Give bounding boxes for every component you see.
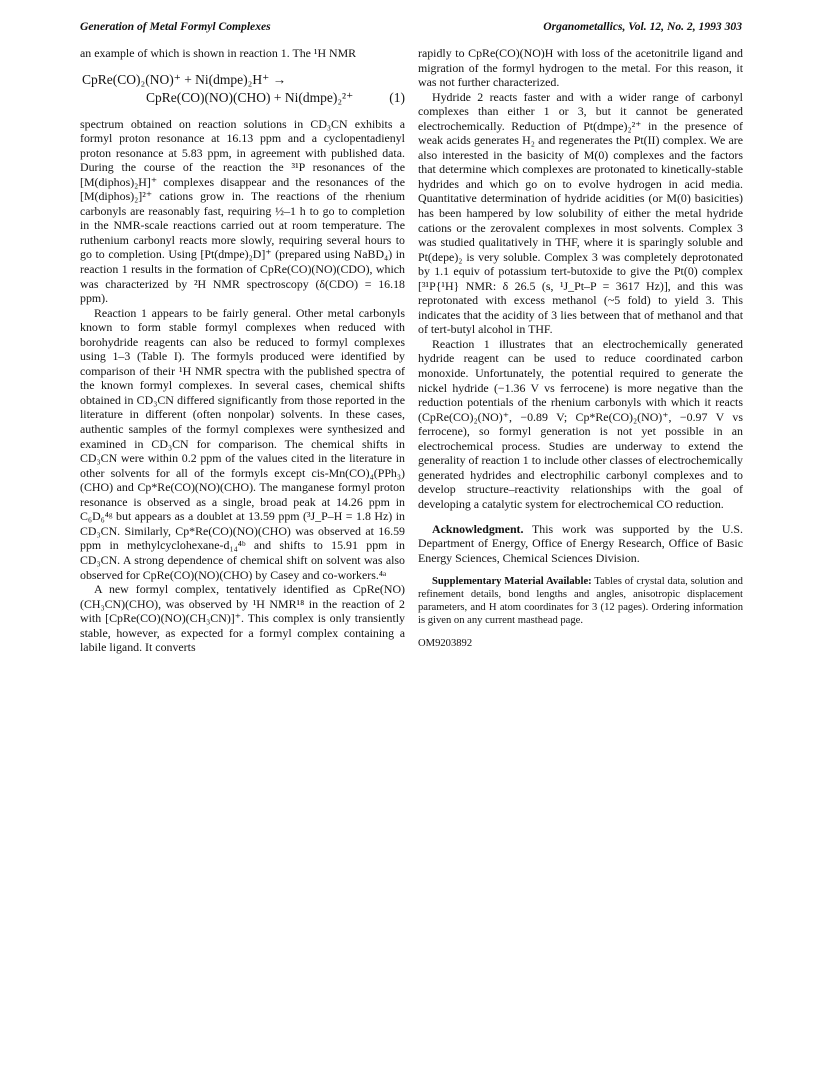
paragraph: Hydride 2 reacts faster and with a wider range of carbonyl complexes than either 1 or 3, but it cannot be generated electrochemically. Reduction of Pt(dmpe)₂²⁺ in the presence of weak acids generates H₂ and regenerates the Pt(II) complex. We are also interested in the basicity of M(0) complexes and the factors that determine which complexes are protonated to kinetically-stable hydrides and which go on to evolve hydrogen in acid media. Quantitative determination of hydride acidities (or M(0) basicities) has been hampered by low solubility of either the metal hydride cations or the zerovalent complexes in most solvents. Complex 3 was studied qualitatively in THF, where it is sparingly soluble and Pt(depe)₂ is very soluble. Complex 3 was completely deprotonated by 1.1 equiv of potassium tert-butoxide to give the Pt(0) complex [³¹P{¹H} NMR: δ 26.5 (s, ¹J_Pt–P = 3617 Hz)], and this was reprotonated with excess methanol (~5 fold) to yield 3. This indicates that the acidity of 3 lies between that of methanol and that of tert-butyl alcohol in THF. <box>418 89 743 337</box>
intro-line: an example of which is shown in reaction 1. The ¹H NMR <box>80 46 357 60</box>
running-head-title: Generation of Metal Formyl Complexes <box>80 20 271 33</box>
equation-line-2 <box>80 89 405 107</box>
equation-products: CpRe(CO)(NO)(CHO) + Ni(dmpe)₂²⁺ <box>146 89 354 105</box>
equation-number: (1) <box>389 89 405 105</box>
acknowledgment-text: This work was supported by the U.S. Department of Energy, Office of Energy Research, Office of Basic Energy Sciences, Chemical Sciences Division. <box>418 521 743 565</box>
left-column <box>80 46 405 655</box>
paragraph: Reaction 1 appears to be fairly general. Other metal carbonyls known to form stable formyl complexes when reduced with borohydride reagents can also be reduced to formyl complexes using 1–3 (Table I). The formyls produced were identified by comparison of their ¹H NMR spectra with the published spectra of the known formyl complexes. In several cases, chemical shifts obtained in CD₃CN differed significantly from those reported in the literature in different (often nonpolar) solvents. In these cases, authentic samples of the formyl complexes were synthesized and examined in CD₃CN for comparison. The chemical shifts in CD₃CN were within 0.2 ppm of the values cited in the literature in other solvents for all of the formyls except cis-Mn(CO)₄(PPh₃)(CHO) and Cp*Re(CO)(NO)(CHO). The manganese formyl proton resonance is observed as a single, broad peak at 14.26 ppm in C₆D₆⁴ᵍ but appears as a doublet at 13.59 ppm (³J_P–H = 1.8 Hz) in CD₃CN. Similarly, Cp*Re(CO)(NO)(CHO) was observed at 16.59 ppm in methylcyclohexane-d₁₄⁴ᵇ and shifts to 15.91 ppm in CD₃CN. A strong dependence of chemical shift on solvent was also observed for CpRe(CO)(NO)(CHO) by Casey and co-workers.⁴ᵃ <box>80 305 405 582</box>
paragraph: rapidly to CpRe(CO)(NO)H with loss of the acetonitrile ligand and migration of the formyl hydrogen to the metal. For this reason, it was not further characterized. <box>418 46 743 90</box>
paragraph: A new formyl complex, tentatively identified as CpRe(NO)(CH₃CN)(CHO), was observed by ¹H NMR¹⁸ in the reaction of 2 with [CpRe(CO)(NO)(CH₃CN)]⁺. This complex is only transiently stable, however, as expected for a formyl complex containing a labile ligand. It converts <box>80 582 405 655</box>
supplementary-text: Tables of crystal data, solution and refinement details, bond lengths and angles, anisotropic displacement parameters, and H atom coordinates for 3 (12 pages). Ordering information is given on any current masthead page. <box>418 576 743 627</box>
equation-line-1: CpRe(CO)₂(NO)⁺ + Ni(dmpe)₂H⁺ → <box>82 71 287 87</box>
manuscript-id: OM9203892 <box>418 638 473 650</box>
supplementary-material <box>418 575 743 627</box>
paragraph: Reaction 1 illustrates that an electrochemically generated hydride reagent can be used to reduce coordinated carbon monoxide. Unfortunately, the potential required to generate the nickel hydride (−1.36 V vs ferrocene) is more negative than the reduction potentials of the rhenium carbonyls with which it reacts (CpRe(CO)₂(NO)⁺, −0.89 V; Cp*Re(CO)₂(NO)⁺, −0.97 V vs ferrocene), so formyl generation is not yet possible in an electrochemical process. Studies are underway to extend the generality of reaction 1 to include other classes of electrochemically generated hydrides and electrophilic carbonyl complexes and to develop structure–reactivity relationships with the goal of developing a catalytic system for electrochemical CO reduction. <box>418 336 743 511</box>
running-head-journal: Organometallics, Vol. 12, No. 2, 1993 303 <box>543 20 742 33</box>
reaction-equation <box>80 71 405 107</box>
supplementary-heading: Supplementary Material Available: <box>432 576 592 588</box>
acknowledgment <box>418 522 743 566</box>
running-head <box>80 20 742 38</box>
acknowledgment-heading: Acknowledgment. <box>432 521 524 536</box>
right-column <box>418 46 743 652</box>
paragraph: spectrum obtained on reaction solutions in CD₃CN exhibits a formyl proton resonance at 16.13 ppm and a cyclopentadienyl proton resonance at 5.83 ppm, in agreement with published data. During the course of the reaction the ³¹P resonances of the [M(diphos)₂H]⁺ complexes disappear and the resonances of the [M(diphos)₂]²⁺ cations grow in. The reactions of the rhenium carbonyls are reasonably fast, requiring ½–1 h to go to completion in the NMR-scale reactions carried out at room temperature. The ruthenium carbonyl reacts more slowly, requiring several hours to go to completion. Using [Pt(dmpe)₂D]⁺ (prepared using NaBD₄) in reaction 1 results in the formation of CpRe(CO)(NO)(CDO), which was characterized by ²H NMR spectroscopy (δ(CDO) = 16.18 ppm). <box>80 116 405 306</box>
